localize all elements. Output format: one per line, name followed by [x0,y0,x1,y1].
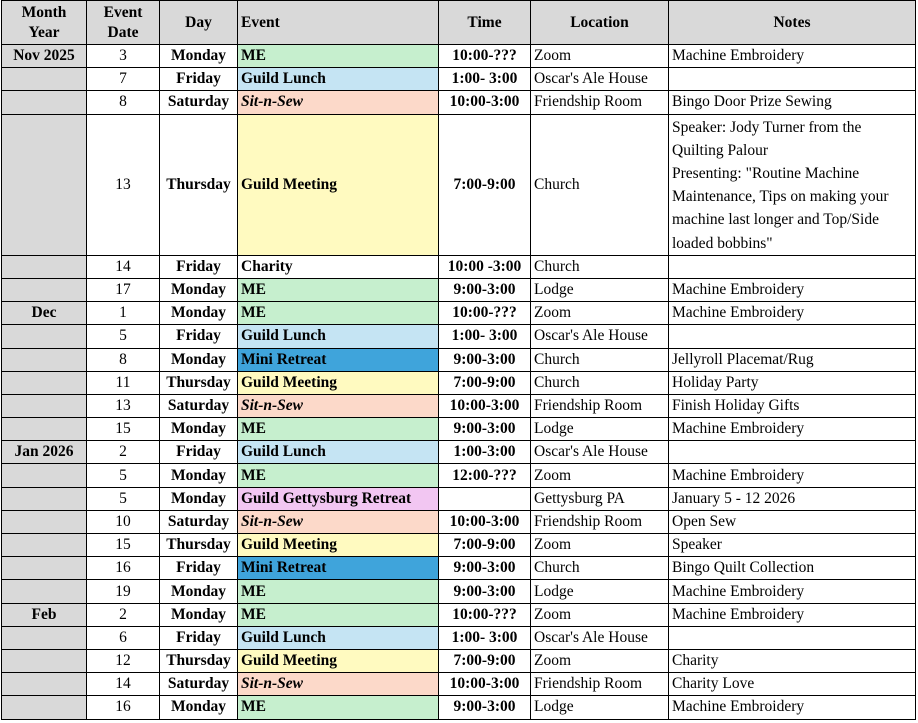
header-time: Time [439,1,531,45]
header-day: Day [160,1,238,45]
day-cell: Friday [160,325,238,348]
month-year-cell [2,255,87,278]
month-year-cell [2,580,87,603]
time-cell: 10:00-3:00 [439,394,531,417]
event-date-cell: 16 [87,696,160,719]
time-cell: 7:00-9:00 [439,534,531,557]
location-cell: Zoom [531,534,669,557]
location-cell: Friendship Room [531,510,669,533]
event-cell: Guild Gettysburg Retreat [238,487,439,510]
time-cell: 9:00-3:00 [439,557,531,580]
header-location: Location [531,1,669,45]
month-year-cell [2,557,87,580]
location-cell: Church [531,255,669,278]
location-cell: Church [531,371,669,394]
table-row [2,487,916,510]
notes-cell [669,626,916,649]
location-cell: Oscar's Ale House [531,626,669,649]
month-year-cell [2,510,87,533]
time-cell: 10:00-3:00 [439,510,531,533]
events-calendar-table [1,0,916,720]
notes-cell: Jellyroll Placemat/Rug [669,348,916,371]
notes-cell: January 5 - 12 2026 [669,487,916,510]
event-cell: Sit-n-Sew [238,673,439,696]
event-cell: ME [238,603,439,626]
event-cell: Guild Meeting [238,534,439,557]
event-date-cell: 1 [87,302,160,325]
event-cell: Guild Lunch [238,626,439,649]
notes-cell: Open Sew [669,510,916,533]
event-date-cell: 10 [87,510,160,533]
notes-cell: Machine Embroidery [669,580,916,603]
table-row [2,394,916,417]
table-row [2,418,916,441]
location-cell: Gettysburg PA [531,487,669,510]
event-cell: ME [238,464,439,487]
table-row [2,91,916,114]
table-row [2,45,916,68]
table-row [2,557,916,580]
day-cell: Saturday [160,673,238,696]
event-date-cell: 13 [87,394,160,417]
header-event-date: Event Date [87,1,160,45]
notes-cell [669,255,916,278]
notes-cell: Machine Embroidery [669,45,916,68]
day-cell: Saturday [160,91,238,114]
location-cell: Lodge [531,696,669,719]
event-cell: Sit-n-Sew [238,510,439,533]
month-year-cell: Nov 2025 [2,45,87,68]
month-year-cell [2,696,87,719]
time-cell: 1:00- 3:00 [439,626,531,649]
location-cell: Lodge [531,418,669,441]
day-cell: Monday [160,696,238,719]
day-cell: Friday [160,255,238,278]
day-cell: Monday [160,487,238,510]
notes-cell: Charity [669,649,916,672]
day-cell: Monday [160,302,238,325]
header-event: Event [238,1,439,45]
table-row [2,441,916,464]
event-date-cell: 5 [87,464,160,487]
location-cell: Lodge [531,278,669,301]
location-cell: Zoom [531,302,669,325]
month-year-cell [2,278,87,301]
month-year-cell [2,464,87,487]
table-row [2,673,916,696]
event-cell: ME [238,302,439,325]
time-cell: 1:00- 3:00 [439,325,531,348]
notes-cell: Charity Love [669,673,916,696]
event-cell: Mini Retreat [238,348,439,371]
day-cell: Friday [160,626,238,649]
month-year-cell [2,626,87,649]
event-cell: Guild Lunch [238,68,439,91]
notes-cell [669,68,916,91]
table-row [2,580,916,603]
location-cell: Friendship Room [531,394,669,417]
time-cell: 9:00-3:00 [439,696,531,719]
table-row [2,302,916,325]
time-cell: 10:00-??? [439,603,531,626]
time-cell: 1:00- 3:00 [439,68,531,91]
table-row [2,325,916,348]
event-cell: ME [238,278,439,301]
notes-cell [669,441,916,464]
event-cell: ME [238,696,439,719]
location-cell: Friendship Room [531,673,669,696]
event-cell: Sit-n-Sew [238,394,439,417]
month-year-cell [2,534,87,557]
event-date-cell: 5 [87,487,160,510]
time-cell [439,487,531,510]
day-cell: Monday [160,278,238,301]
event-date-cell: 5 [87,325,160,348]
event-date-cell: 8 [87,348,160,371]
time-cell: 9:00-3:00 [439,278,531,301]
event-date-cell: 15 [87,534,160,557]
location-cell: Friendship Room [531,91,669,114]
table-row [2,68,916,91]
event-date-cell: 16 [87,557,160,580]
table-row [2,603,916,626]
event-cell: Sit-n-Sew [238,91,439,114]
time-cell: 9:00-3:00 [439,418,531,441]
day-cell: Monday [160,580,238,603]
notes-cell: Holiday Party [669,371,916,394]
table-row [2,649,916,672]
notes-cell [669,325,916,348]
table-row [2,114,916,255]
location-cell: Zoom [531,649,669,672]
time-cell: 10:00-??? [439,302,531,325]
month-year-cell [2,114,87,255]
header-notes: Notes [669,1,916,45]
day-cell: Monday [160,348,238,371]
location-cell: Zoom [531,603,669,626]
day-cell: Friday [160,68,238,91]
event-cell: Charity [238,255,439,278]
table-row [2,371,916,394]
location-cell: Zoom [531,45,669,68]
table-row [2,255,916,278]
event-date-cell: 3 [87,45,160,68]
notes-cell: Finish Holiday Gifts [669,394,916,417]
event-date-cell: 14 [87,255,160,278]
notes-cell: Speaker [669,534,916,557]
event-cell: Guild Meeting [238,371,439,394]
event-date-cell: 8 [87,91,160,114]
table-row [2,534,916,557]
notes-cell: Machine Embroidery [669,278,916,301]
header-month-year: Month Year [2,1,87,45]
event-date-cell: 15 [87,418,160,441]
month-year-cell [2,348,87,371]
event-date-cell: 11 [87,371,160,394]
table-row [2,626,916,649]
day-cell: Monday [160,464,238,487]
event-date-cell: 2 [87,603,160,626]
event-cell: Guild Lunch [238,325,439,348]
location-cell: Oscar's Ale House [531,68,669,91]
time-cell: 12:00-??? [439,464,531,487]
event-cell: Mini Retreat [238,557,439,580]
event-cell: Guild Meeting [238,649,439,672]
time-cell: 10:00-??? [439,45,531,68]
event-cell: Guild Lunch [238,441,439,464]
event-cell: ME [238,418,439,441]
header-row [2,1,916,45]
day-cell: Monday [160,603,238,626]
time-cell: 1:00-3:00 [439,441,531,464]
location-cell: Church [531,114,669,255]
month-year-cell: Jan 2026 [2,441,87,464]
table-row [2,464,916,487]
event-date-cell: 2 [87,441,160,464]
time-cell: 7:00-9:00 [439,371,531,394]
notes-cell: Machine Embroidery [669,302,916,325]
month-year-cell [2,68,87,91]
time-cell: 9:00-3:00 [439,348,531,371]
notes-cell: Machine Embroidery [669,418,916,441]
time-cell: 9:00-3:00 [439,580,531,603]
month-year-cell [2,487,87,510]
event-cell: ME [238,45,439,68]
event-date-cell: 14 [87,673,160,696]
day-cell: Friday [160,441,238,464]
month-year-cell [2,325,87,348]
location-cell: Lodge [531,580,669,603]
time-cell: 7:00-9:00 [439,114,531,255]
time-cell: 10:00 -3:00 [439,255,531,278]
notes-cell: Machine Embroidery [669,464,916,487]
event-date-cell: 6 [87,626,160,649]
month-year-cell [2,91,87,114]
month-year-cell [2,371,87,394]
month-year-cell [2,673,87,696]
event-date-cell: 7 [87,68,160,91]
day-cell: Thursday [160,534,238,557]
location-cell: Church [531,557,669,580]
notes-cell: Bingo Quilt Collection [669,557,916,580]
table-row [2,510,916,533]
event-cell: ME [238,580,439,603]
day-cell: Saturday [160,394,238,417]
location-cell: Oscar's Ale House [531,441,669,464]
event-date-cell: 13 [87,114,160,255]
table-row [2,696,916,719]
location-cell: Church [531,348,669,371]
time-cell: 7:00-9:00 [439,649,531,672]
month-year-cell [2,418,87,441]
notes-cell: Machine Embroidery [669,696,916,719]
day-cell: Saturday [160,510,238,533]
event-date-cell: 17 [87,278,160,301]
event-cell: Guild Meeting [238,114,439,255]
month-year-cell [2,394,87,417]
event-date-cell: 19 [87,580,160,603]
time-cell: 10:00-3:00 [439,91,531,114]
location-cell: Zoom [531,464,669,487]
time-cell: 10:00-3:00 [439,673,531,696]
table-row [2,348,916,371]
day-cell: Monday [160,418,238,441]
day-cell: Thursday [160,371,238,394]
notes-cell: Speaker: Jody Turner from the Quilting Palour Presenting: "Routine Machine Maintenance, Tips on making your machine last longer and Top/Side loaded bobbins" [669,114,916,255]
notes-cell: Bingo Door Prize Sewing [669,91,916,114]
events-body [2,45,916,720]
month-year-cell: Dec [2,302,87,325]
location-cell: Oscar's Ale House [531,325,669,348]
day-cell: Friday [160,557,238,580]
event-date-cell: 12 [87,649,160,672]
day-cell: Thursday [160,114,238,255]
notes-cell: Machine Embroidery [669,603,916,626]
month-year-cell [2,649,87,672]
month-year-cell: Feb [2,603,87,626]
day-cell: Thursday [160,649,238,672]
table-row [2,278,916,301]
day-cell: Monday [160,45,238,68]
